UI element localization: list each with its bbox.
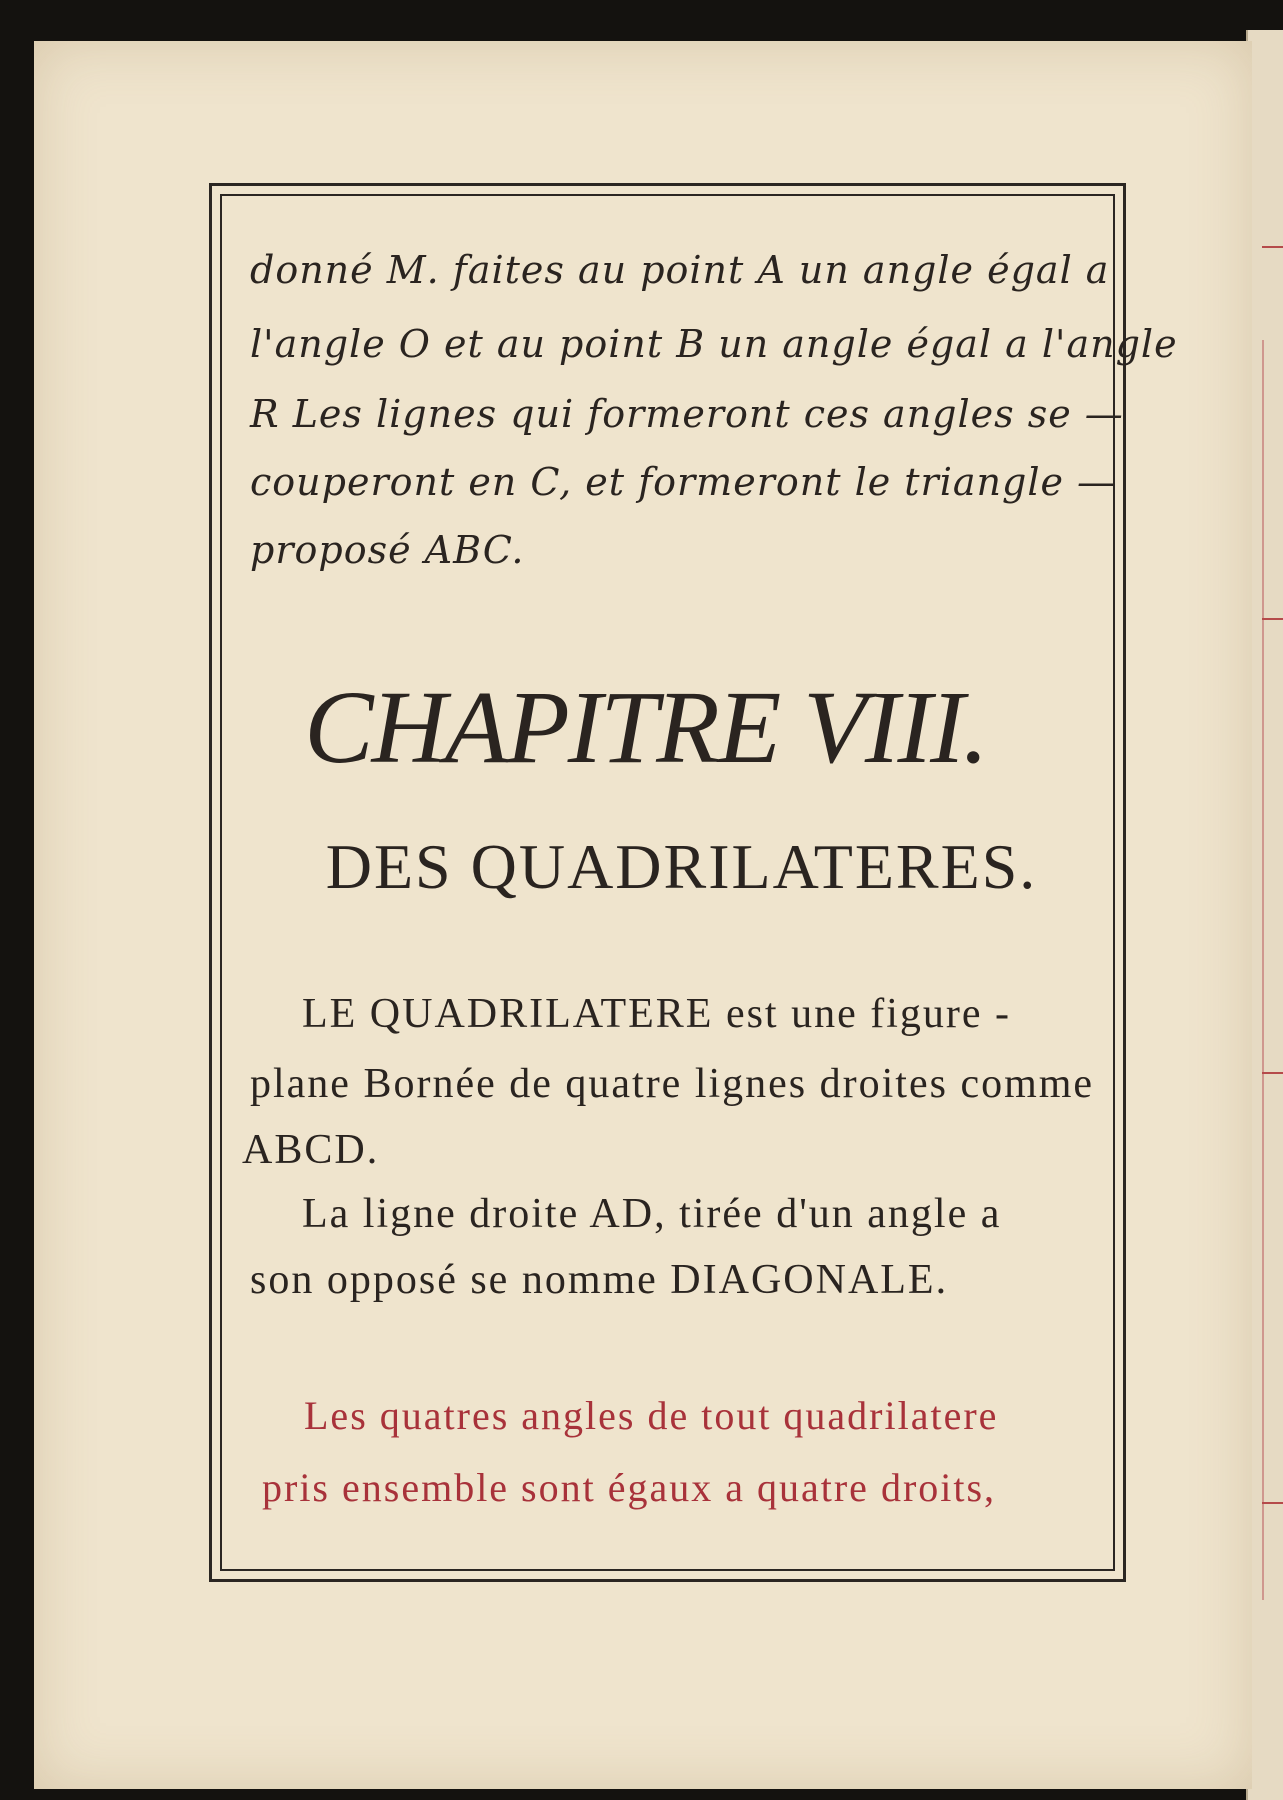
definition-line: plane Bornée de quatre lignes droites comme: [250, 1061, 1095, 1107]
passage-line: l'angle O et au point B un angle égal a l'angle: [250, 322, 1178, 366]
definition-line: LE QUADRILATERE est une figure -: [302, 991, 1012, 1037]
passage-line: donné M. faites au point A un angle égal a: [250, 248, 1110, 292]
passage-line: couperont en C, et formeront le triangle —: [250, 460, 1117, 504]
definition-line: son opposé se nomme DIAGONALE.: [250, 1257, 949, 1303]
adjacent-page-red-mark: [1262, 1502, 1283, 1504]
adjacent-page-red-mark: [1262, 1072, 1283, 1074]
adjacent-page-red-mark: [1262, 246, 1283, 248]
adjacent-page-red-rule: [1262, 340, 1264, 1600]
definition-line: La ligne droite AD, tirée d'un angle a: [302, 1191, 1002, 1237]
definition-line: ABCD.: [242, 1127, 380, 1173]
chapter-subtitle: DES QUADRILATERES.: [325, 831, 1038, 902]
passage-line: proposé ABC.: [250, 528, 525, 572]
chapter-title: CHAPITRE VIII.: [304, 670, 987, 785]
passage-line: R Les lignes qui formeront ces angles se —: [250, 392, 1124, 436]
adjacent-page-red-mark: [1262, 618, 1283, 620]
theorem-line: Les quatres angles de tout quadrilatere: [304, 1393, 999, 1438]
theorem-line: pris ensemble sont égaux a quatre droits,: [262, 1465, 997, 1510]
